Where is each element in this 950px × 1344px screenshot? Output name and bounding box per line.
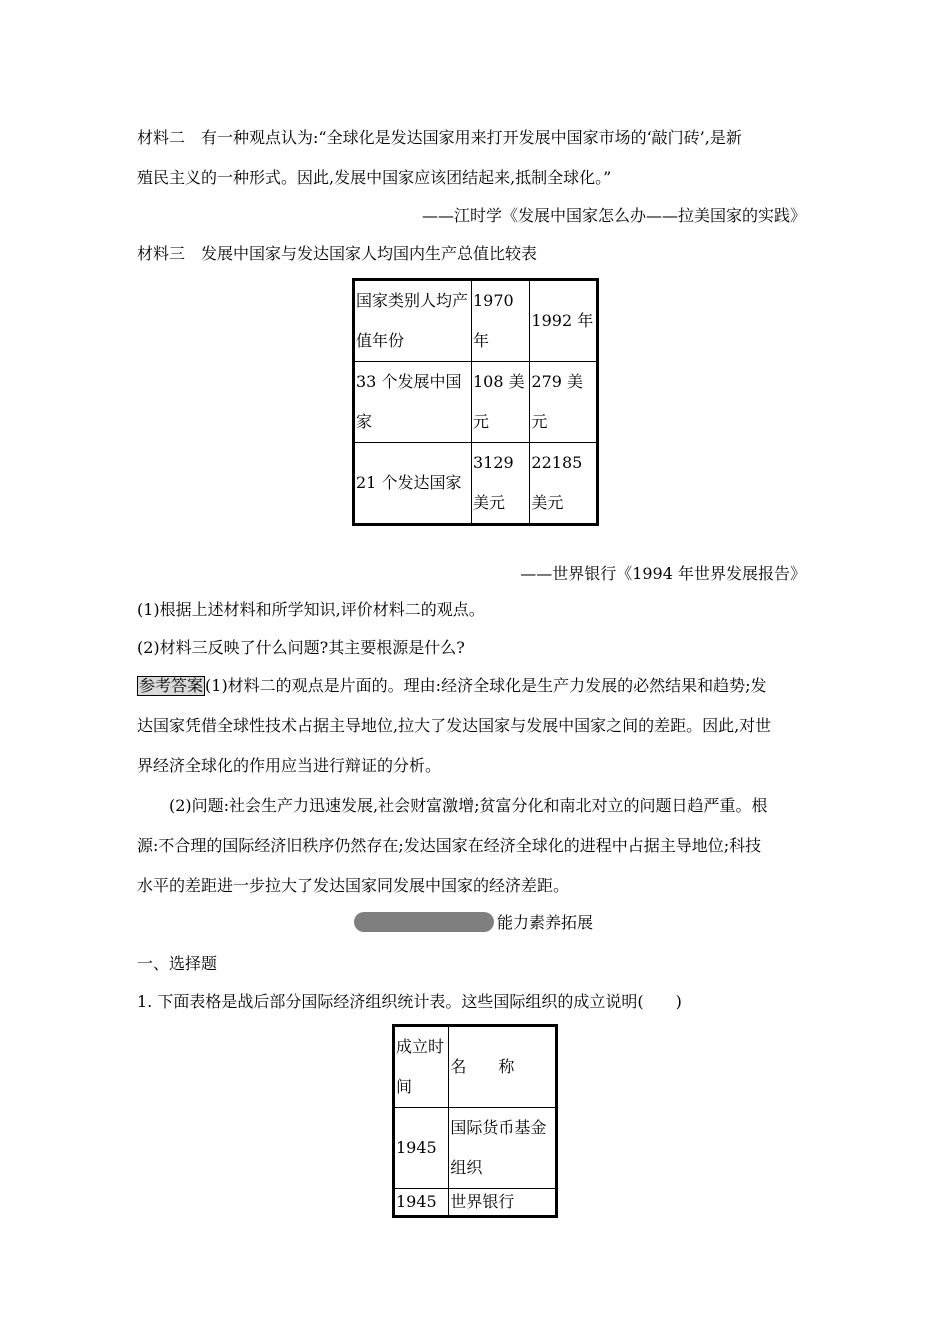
table-cell: 22185 美元	[530, 443, 598, 525]
answer-line-3: 界经济全球化的作用应当进行辩证的分析。	[137, 756, 442, 775]
section-banner-bar	[354, 912, 494, 932]
organization-table	[392, 1024, 558, 1218]
answer-tag: 参考答案	[139, 676, 204, 695]
material2-line1: 材料二 有一种观点认为:“全球化是发达国家用来打开发展中国家市场的‘敲门砖’,是新	[137, 128, 742, 147]
answer-line-2: 达国家凭借全球性技术占据主导地位,拉大了发达国家与发展中国家之间的差距。因此,对世	[137, 716, 772, 735]
table-cell: 3129 美元	[471, 443, 529, 525]
material3-source: ——世界银行《1994 年世界发展报告》	[520, 564, 806, 583]
material2-source: ——江时学《发展中国家怎么办——拉美国家的实践》	[421, 206, 806, 225]
table-cell: 1945	[394, 1189, 449, 1217]
table-cell: 世界银行	[449, 1189, 557, 1217]
table-cell: 1945	[394, 1108, 449, 1189]
answer-line-1	[137, 676, 766, 696]
question-1: (1)根据上述材料和所学知识,评价材料二的观点。	[137, 600, 485, 619]
table-row	[394, 1189, 557, 1217]
table-cell: 33 个发展中国家	[354, 362, 472, 443]
section-heading: 一、选择题	[137, 954, 218, 973]
answer-line-6: 水平的差距进一步拉大了发达国家同发展中国家的经济差距。	[137, 876, 570, 895]
material2-line2: 殖民主义的一种形式。因此,发展中国家应该团结起来,抵制全球化。”	[137, 168, 612, 187]
question-2: (2)材料三反映了什么问题?其主要根源是什么?	[137, 638, 465, 657]
material3-title: 材料三 发展中国家与发达国家人均国内生产总值比较表	[137, 244, 538, 263]
table-cell: 国际货币基金组织	[449, 1108, 557, 1189]
gdp-comparison-table	[352, 278, 599, 526]
table-row	[394, 1108, 557, 1189]
table-row	[354, 280, 598, 362]
table-row	[394, 1026, 557, 1108]
section-banner-title: 能力素养拓展	[497, 913, 594, 932]
table-row	[354, 443, 598, 525]
table-cell: 名 称	[449, 1026, 557, 1108]
table-cell: 108 美元	[471, 362, 529, 443]
table-cell: 1970 年	[471, 280, 529, 362]
table-row	[354, 362, 598, 443]
answer-text: (1)材料二的观点是片面的。理由:经济全球化是生产力发展的必然结果和趋势;发	[205, 676, 767, 695]
table-cell: 279 美元	[530, 362, 598, 443]
table-cell: 21 个发达国家	[354, 443, 472, 525]
table-cell: 成立时间	[394, 1026, 449, 1108]
answer-line-5: 源:不合理的国际经济旧秩序仍然存在;发达国家在经济全球化的进程中占据主导地位;科技	[137, 836, 762, 855]
table-cell: 国家类别人均产值年份	[354, 280, 472, 362]
table-cell: 1992 年	[530, 280, 598, 362]
choice-question-1: 1. 下面表格是战后部分国际经济组织统计表。这些国际组织的成立说明( )	[137, 992, 682, 1011]
answer-line-4: (2)问题:社会生产力迅速发展,社会财富激增;贫富分化和南北对立的问题日趋严重。根	[169, 796, 768, 815]
